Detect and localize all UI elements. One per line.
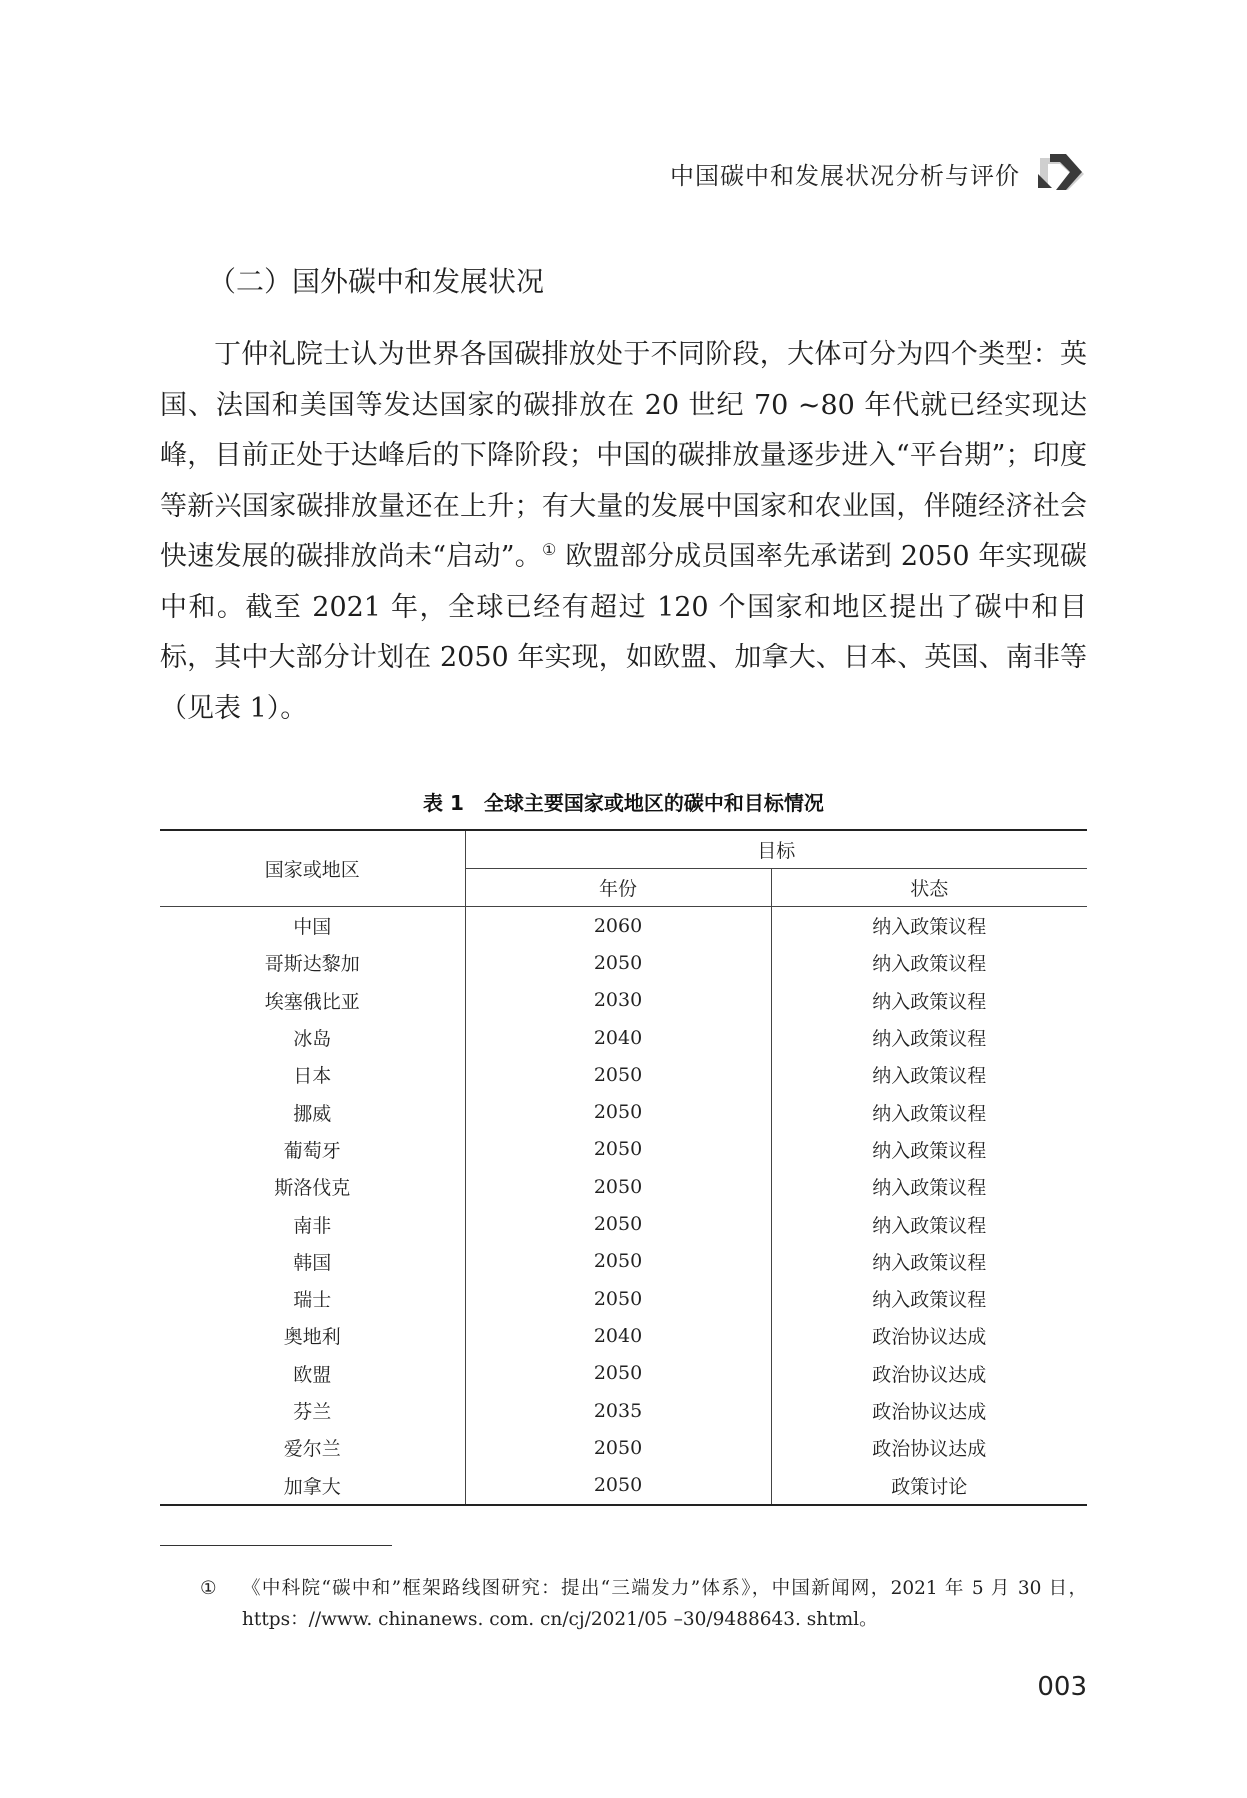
cell-status: 纳入政策议程 [771, 1243, 1087, 1280]
table-row [160, 944, 1087, 981]
table-row [160, 1317, 1087, 1354]
paragraph-part-1: 丁仲礼院士认为世界各国碳排放处于不同阶段，大体可分为四个类型：英国、法国和美国等发达国家的碳排放在 20 世纪 70 ~80 年代就已经实现达峰，目前正处于达峰后的下降阶段；中国的碳排放量逐步进入“平台期”；印度等新兴国家碳排放量还在上升；有大量的发展中国家和农业国，伴随经济社会快速发展的碳排放尚未“启动”。 [160, 339, 1087, 572]
section-heading: （二）国外碳中和发展状况 [208, 265, 545, 298]
cell-country: 芬兰 [293, 1401, 332, 1423]
cell-status: 纳入政策议程 [771, 982, 1087, 1019]
cell-country: 挪威 [293, 1102, 332, 1125]
cell-country: 南非 [293, 1214, 332, 1237]
cell-country: 欧盟 [293, 1363, 332, 1386]
cell-status: 纳入政策议程 [771, 1056, 1087, 1093]
table-row [160, 982, 1087, 1019]
table-row [160, 1056, 1087, 1093]
cell-status: 纳入政策议程 [771, 1168, 1087, 1205]
cell-status: 政策讨论 [771, 1466, 1087, 1504]
table-row [160, 1019, 1087, 1056]
table-caption: 表 1 全球主要国家或地区的碳中和目标情况 [423, 791, 824, 815]
header-status: 状态 [771, 869, 1087, 907]
table-row [160, 1466, 1087, 1504]
cell-year: 2050 [465, 1093, 771, 1130]
chapter-chevron-icon [1038, 150, 1090, 194]
table-row [160, 1429, 1087, 1466]
cell-year: 2060 [465, 907, 771, 945]
body-paragraph [160, 330, 1087, 734]
cell-year: 2035 [465, 1392, 771, 1429]
cell-status: 政治协议达成 [771, 1317, 1087, 1354]
cell-year: 2050 [465, 1466, 771, 1504]
cell-year: 2050 [465, 1205, 771, 1242]
footnote-rule [160, 1545, 392, 1546]
cell-country: 斯洛伐克 [274, 1177, 351, 1200]
table-row [160, 1205, 1087, 1242]
cell-year: 2050 [465, 1243, 771, 1280]
cell-status: 纳入政策议程 [771, 1280, 1087, 1317]
cell-year: 2040 [465, 1317, 771, 1354]
cell-status: 纳入政策议程 [771, 1205, 1087, 1242]
cell-year: 2050 [465, 1355, 771, 1392]
cell-status: 纳入政策议程 [771, 944, 1087, 981]
cell-country: 埃塞俄比亚 [264, 990, 360, 1013]
footnote-reference: ① [541, 540, 557, 559]
table-row [160, 1355, 1087, 1392]
carbon-neutral-targets-table [160, 829, 1087, 1506]
cell-status: 纳入政策议程 [771, 1131, 1087, 1168]
cell-year: 2040 [465, 1019, 771, 1056]
cell-year: 2050 [465, 1429, 771, 1466]
cell-country: 加拿大 [160, 1466, 465, 1504]
cell-year: 2050 [465, 1056, 771, 1093]
cell-year: 2050 [465, 1280, 771, 1317]
table-row [160, 1168, 1087, 1205]
cell-year: 2050 [465, 1131, 771, 1168]
footnote-number: ① [200, 1578, 217, 1599]
cell-year: 2030 [465, 982, 771, 1019]
cell-country: 瑞士 [293, 1289, 332, 1312]
running-head: 中国碳中和发展状况分析与评价 [670, 162, 1020, 190]
cell-country: 奥地利 [283, 1326, 341, 1349]
cell-country: 韩国 [293, 1251, 332, 1274]
page-number: 003 [1037, 1672, 1087, 1702]
table-body [160, 907, 1087, 1505]
cell-status: 政治协议达成 [771, 1355, 1087, 1392]
header-country: 国家或地区 [160, 830, 465, 907]
cell-status: 纳入政策议程 [771, 907, 1087, 945]
cell-status: 纳入政策议程 [771, 1019, 1087, 1056]
cell-country: 哥斯达黎加 [264, 953, 360, 976]
cell-country: 中国 [293, 916, 332, 939]
cell-year: 2050 [465, 944, 771, 981]
cell-status: 纳入政策议程 [771, 1093, 1087, 1130]
cell-country: 日本 [293, 1065, 332, 1088]
header-year: 年份 [465, 869, 771, 907]
cell-status: 政治协议达成 [771, 1429, 1087, 1466]
table-row [160, 1280, 1087, 1317]
header-target: 目标 [465, 830, 1087, 869]
table-row [160, 1093, 1087, 1130]
cell-country: 爱尔兰 [283, 1438, 341, 1461]
cell-country: 葡萄牙 [283, 1139, 341, 1162]
paragraph-part-2: 欧盟部分成员国率先承诺到 2050 年实现碳中和。截至 2021 年，全球已经有超过 120 个国家和地区提出了碳中和目标，其中大部分计划在 2050 年实现，如欧盟、加拿大、日本、英国、南非等（见表 1）。 [160, 541, 1088, 724]
table-row [160, 1243, 1087, 1280]
table-row [160, 907, 1087, 945]
table-row [160, 1131, 1087, 1168]
footnote-text: 《中科院“碳中和”框架路线图研究：提出“三端发力”体系》，中国新闻网，2021 年 5 月 30 日，https：//www. chinanews. com. cn/cj/2021/05 –30/9488643. shtml。 [242, 1578, 1087, 1630]
cell-status: 政治协议达成 [771, 1392, 1087, 1429]
table-row [160, 1392, 1087, 1429]
cell-country: 冰岛 [293, 1028, 332, 1051]
cell-year: 2050 [465, 1168, 771, 1205]
footnote [200, 1573, 1087, 1635]
